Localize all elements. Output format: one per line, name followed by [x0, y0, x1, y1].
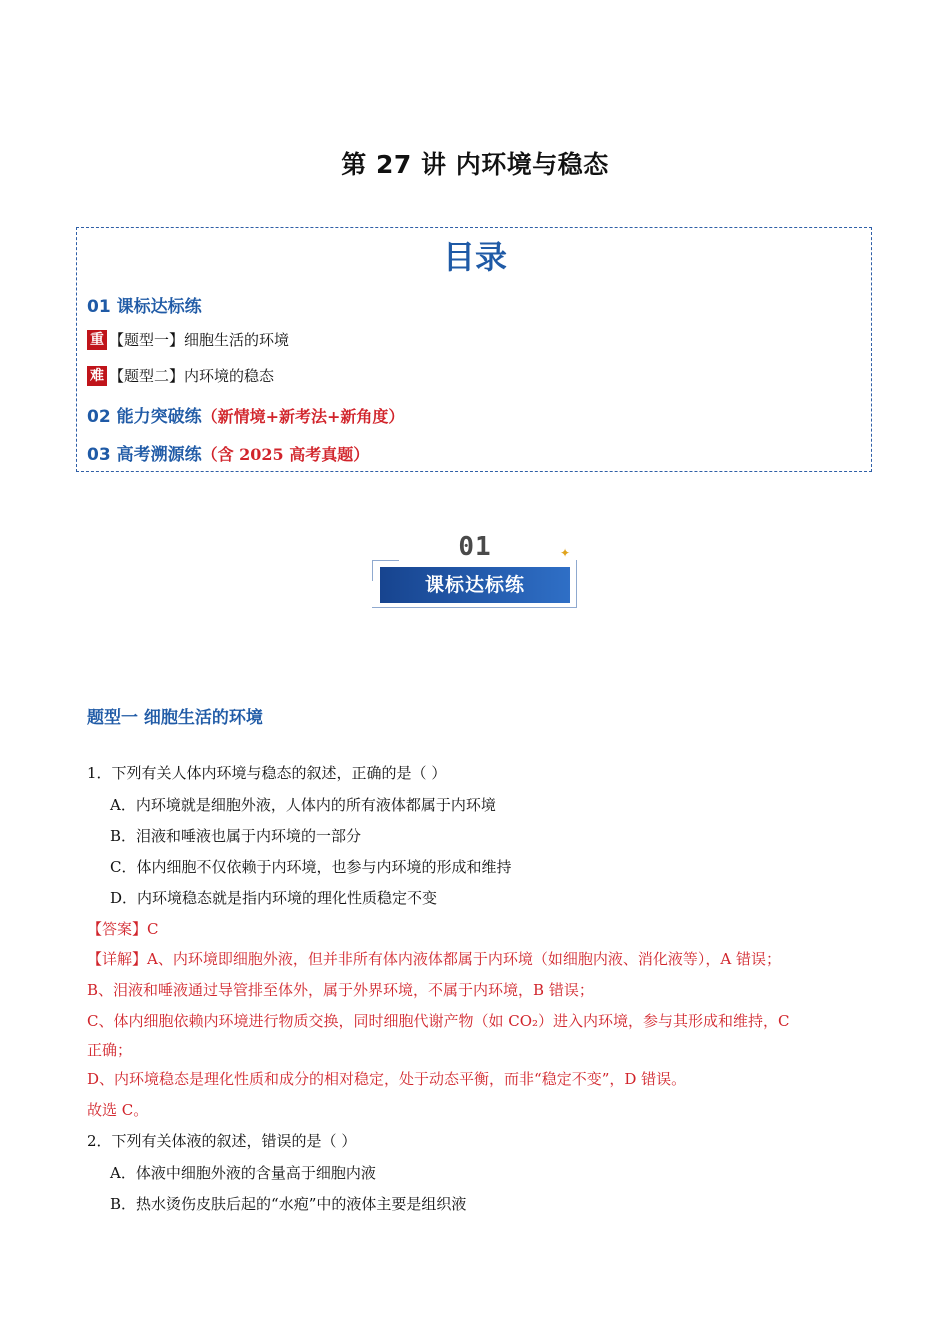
- explanation-label: 【详解】: [87, 950, 148, 968]
- question-option: B．泪液和唾液也属于内环境的一部分: [110, 827, 362, 845]
- toc-item-03[interactable]: [87, 440, 369, 465]
- toc-heading: 目录: [442, 238, 507, 276]
- question-stem: 2．下列有关体液的叙述，错误的是（ ）: [87, 1132, 357, 1150]
- explanation-line: [87, 948, 781, 969]
- page-title: 第 27 讲 内环境与稳态: [341, 150, 609, 179]
- toc-item-label: 01 课标达标练: [87, 297, 202, 317]
- toc-item-01[interactable]: [87, 292, 202, 317]
- key-point-badge: 重: [87, 330, 107, 350]
- explanation-line: B、泪液和唾液通过导管排至体外，属于外界环境，不属于内环境，B 错误；: [87, 981, 594, 999]
- answer-value: C: [147, 920, 159, 938]
- toc-item-type-2[interactable]: [87, 365, 274, 386]
- section-number: 01: [458, 532, 492, 562]
- question-option: C．体内细胞不仅依赖于内环境，也参与内环境的形成和维持: [110, 858, 512, 876]
- toc-item-label: 02 能力突破练: [87, 407, 202, 427]
- toc-item-type-1[interactable]: [87, 329, 289, 350]
- explanation-line: 故选 C。: [87, 1101, 149, 1119]
- section-banner-title: 课标达标练: [380, 567, 570, 603]
- explanation-line: C、体内细胞依赖内环境进行物质交换，同时细胞代谢产物（如 CO₂）进入内环境，参与其形成和维持，C: [87, 1012, 790, 1030]
- toc-item-note: （含 2025 高考真题）: [201, 445, 370, 464]
- question-option: D．内环境稳态就是指内环境的理化性质稳定不变: [110, 889, 438, 907]
- explanation-line: 正确；: [87, 1041, 133, 1059]
- section-title: 题型一 细胞生活的环境: [87, 708, 263, 728]
- toc-item-label: 03 高考溯源练: [87, 445, 202, 465]
- question-option: A．内环境就是细胞外液，人体内的所有液体都属于内环境: [110, 796, 496, 814]
- toc-item-02[interactable]: [87, 402, 404, 427]
- explanation-line: D、内环境稳态是理化性质和成分的相对稳定，处于动态平衡，而非“稳定不变”，D 错误。: [87, 1070, 687, 1088]
- answer-label: 【答案】: [87, 920, 148, 938]
- question-option: A．体液中细胞外液的含量高于细胞内液: [110, 1164, 376, 1182]
- toc-item-label: 【题型一】细胞生活的环境: [109, 331, 290, 349]
- sparkle-icon: ✦: [560, 546, 571, 560]
- explanation-text: A、内环境即细胞外液，但并非所有体内液体都属于内环境（如细胞内液、消化液等），A 错误；: [147, 950, 781, 968]
- section-banner: [370, 532, 585, 612]
- answer-line: [87, 918, 159, 939]
- question-option: B．热水烫伤皮肤后起的“水疱”中的液体主要是组织液: [110, 1195, 467, 1213]
- toc-item-label: 【题型二】内环境的稳态: [109, 367, 275, 385]
- question-stem: 1．下列有关人体内环境与稳态的叙述，正确的是（ ）: [87, 764, 447, 782]
- toc-item-note: （新情境+新考法+新角度）: [201, 407, 405, 426]
- difficult-point-badge: 难: [87, 366, 107, 386]
